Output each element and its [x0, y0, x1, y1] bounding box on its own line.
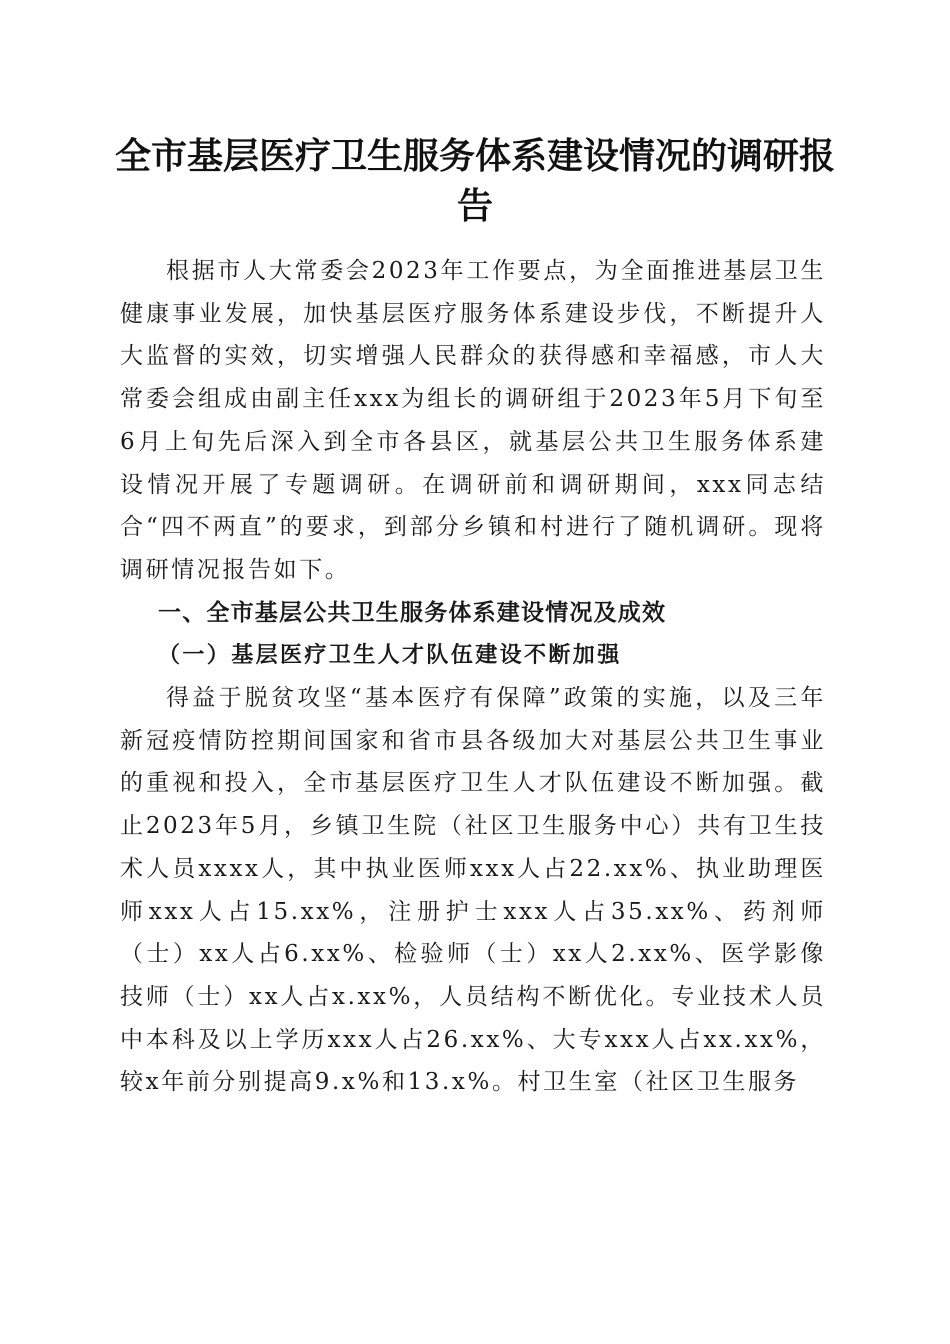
- subsection-paragraph: 得益于脱贫攻坚“基本医疗有保障”政策的实施，以及三年新冠疫情防控期间国家和省市县各级加大对基层公共卫生事业的重视和投入，全市基层医疗卫生人才队伍建设不断加强。截止2023年5月，乡镇卫生院（社区卫生服务中心）共有卫生技术人员xxxx人，其中执业医师xxx人占22.xx%、执业助理医师xxx人占15.xx%，注册护士xxx人占35.xx%、药剂师（士）xx人占6.xx%、检验师（士）xx人2.xx%、医学影像技师（士）xx人占x.xx%，人员结构不断优化。专业技术人员中本科及以上学历xxx人占26.xx%、大专xxx人占xx.xx%，较x年前分别提高9.x%和13.x%。村卫生室（社区卫生服务: [120, 685, 826, 1096]
- document-body: [120, 250, 826, 1104]
- subsection-heading: （一）基层医疗卫生人才队伍建设不断加强: [158, 642, 622, 669]
- section-heading: 一、全市基层公共卫生服务体系建设情况及成效: [158, 599, 667, 626]
- intro-paragraph: 根据市人大常委会2023年工作要点，为全面推进基层卫生健康事业发展，加快基层医疗服务体系建设步伐，不断提升人大监督的实效，切实增强人民群众的获得感和幸福感，市人大常委会组成由副主任xxx为组长的调研组于2023年5月下旬至6月上旬先后深入到全市各县区，就基层公共卫生服务体系建设情况开展了专题调研。在调研前和调研期间，xxx同志结合“四不两直”的要求，到部分乡镇和村进行了随机调研。现将调研情况报告如下。: [120, 258, 826, 583]
- document-title: 全市基层医疗卫生服务体系建设情况的调研报告: [114, 135, 835, 227]
